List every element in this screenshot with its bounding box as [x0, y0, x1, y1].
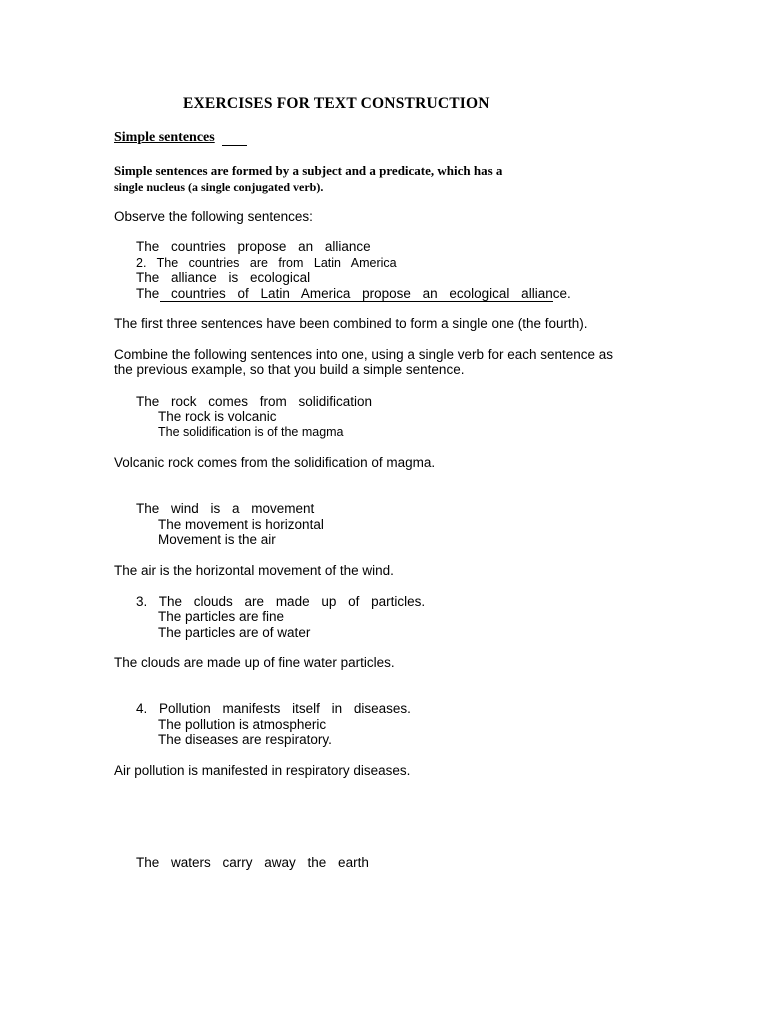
exercise-1-sub-2: The solidification is of the magma — [158, 425, 344, 439]
exercise-1-lead: The rock comes from solidification — [136, 394, 373, 409]
example-sentence-2: 2. The countries are from Latin America — [136, 256, 397, 270]
exercise-3-lead: 3. The clouds are made up of particles. — [136, 594, 426, 609]
explanation: The first three sentences have been combined to form a single one (the fourth). — [114, 316, 588, 331]
exercise-1-sub-1: The rock is volcanic — [158, 409, 277, 424]
exercise-2-lead: The wind is a movement — [136, 501, 315, 516]
definition-line-1: Simple sentences are formed by a subject and a predicate, which has a — [114, 163, 503, 178]
exercise-3-answer: The clouds are made up of fine water particles. — [114, 655, 395, 670]
document-title: EXERCISES FOR TEXT CONSTRUCTION — [183, 95, 490, 112]
exercise-2-sub-2: Movement is the air — [158, 532, 276, 547]
exercise-4-sub-2: The diseases are respiratory. — [158, 732, 332, 747]
exercise-4-lead: 4. Pollution manifests itself in diseases. — [136, 701, 411, 716]
example-sentence-4: The countries of Latin America propose an ecological alliance. — [136, 286, 571, 301]
observe-intro: Observe the following sentences: — [114, 209, 313, 224]
exercise-4-answer: Air pollution is manifested in respiratory diseases. — [114, 763, 411, 778]
definition-line-2: single nucleus (a single conjugated verb). — [114, 180, 324, 194]
example-sentence-4-underline — [160, 301, 553, 302]
exercise-3-sub-2: The particles are of water — [158, 625, 311, 640]
heading-underline-trail — [222, 145, 247, 146]
section-heading: Simple sentences — [114, 130, 215, 145]
example-sentence-1: The countries propose an alliance — [136, 239, 371, 254]
exercise-3-sub-1: The particles are fine — [158, 609, 285, 624]
exercise-2-answer: The air is the horizontal movement of the wind. — [114, 563, 394, 578]
exercise-2-sub-1: The movement is horizontal — [158, 517, 324, 532]
example-sentence-3: The alliance is ecological — [136, 270, 311, 285]
instruction-line-1: Combine the following sentences into one, using a single verb for each sentence as — [114, 347, 614, 362]
exercise-1-answer: Volcanic rock comes from the solidification of magma. — [114, 455, 436, 470]
exercise-4-sub-1: The pollution is atmospheric — [158, 717, 327, 732]
last-sentence: The waters carry away the earth — [136, 855, 369, 870]
instruction-line-2: the previous example, so that you build a simple sentence. — [114, 362, 465, 377]
